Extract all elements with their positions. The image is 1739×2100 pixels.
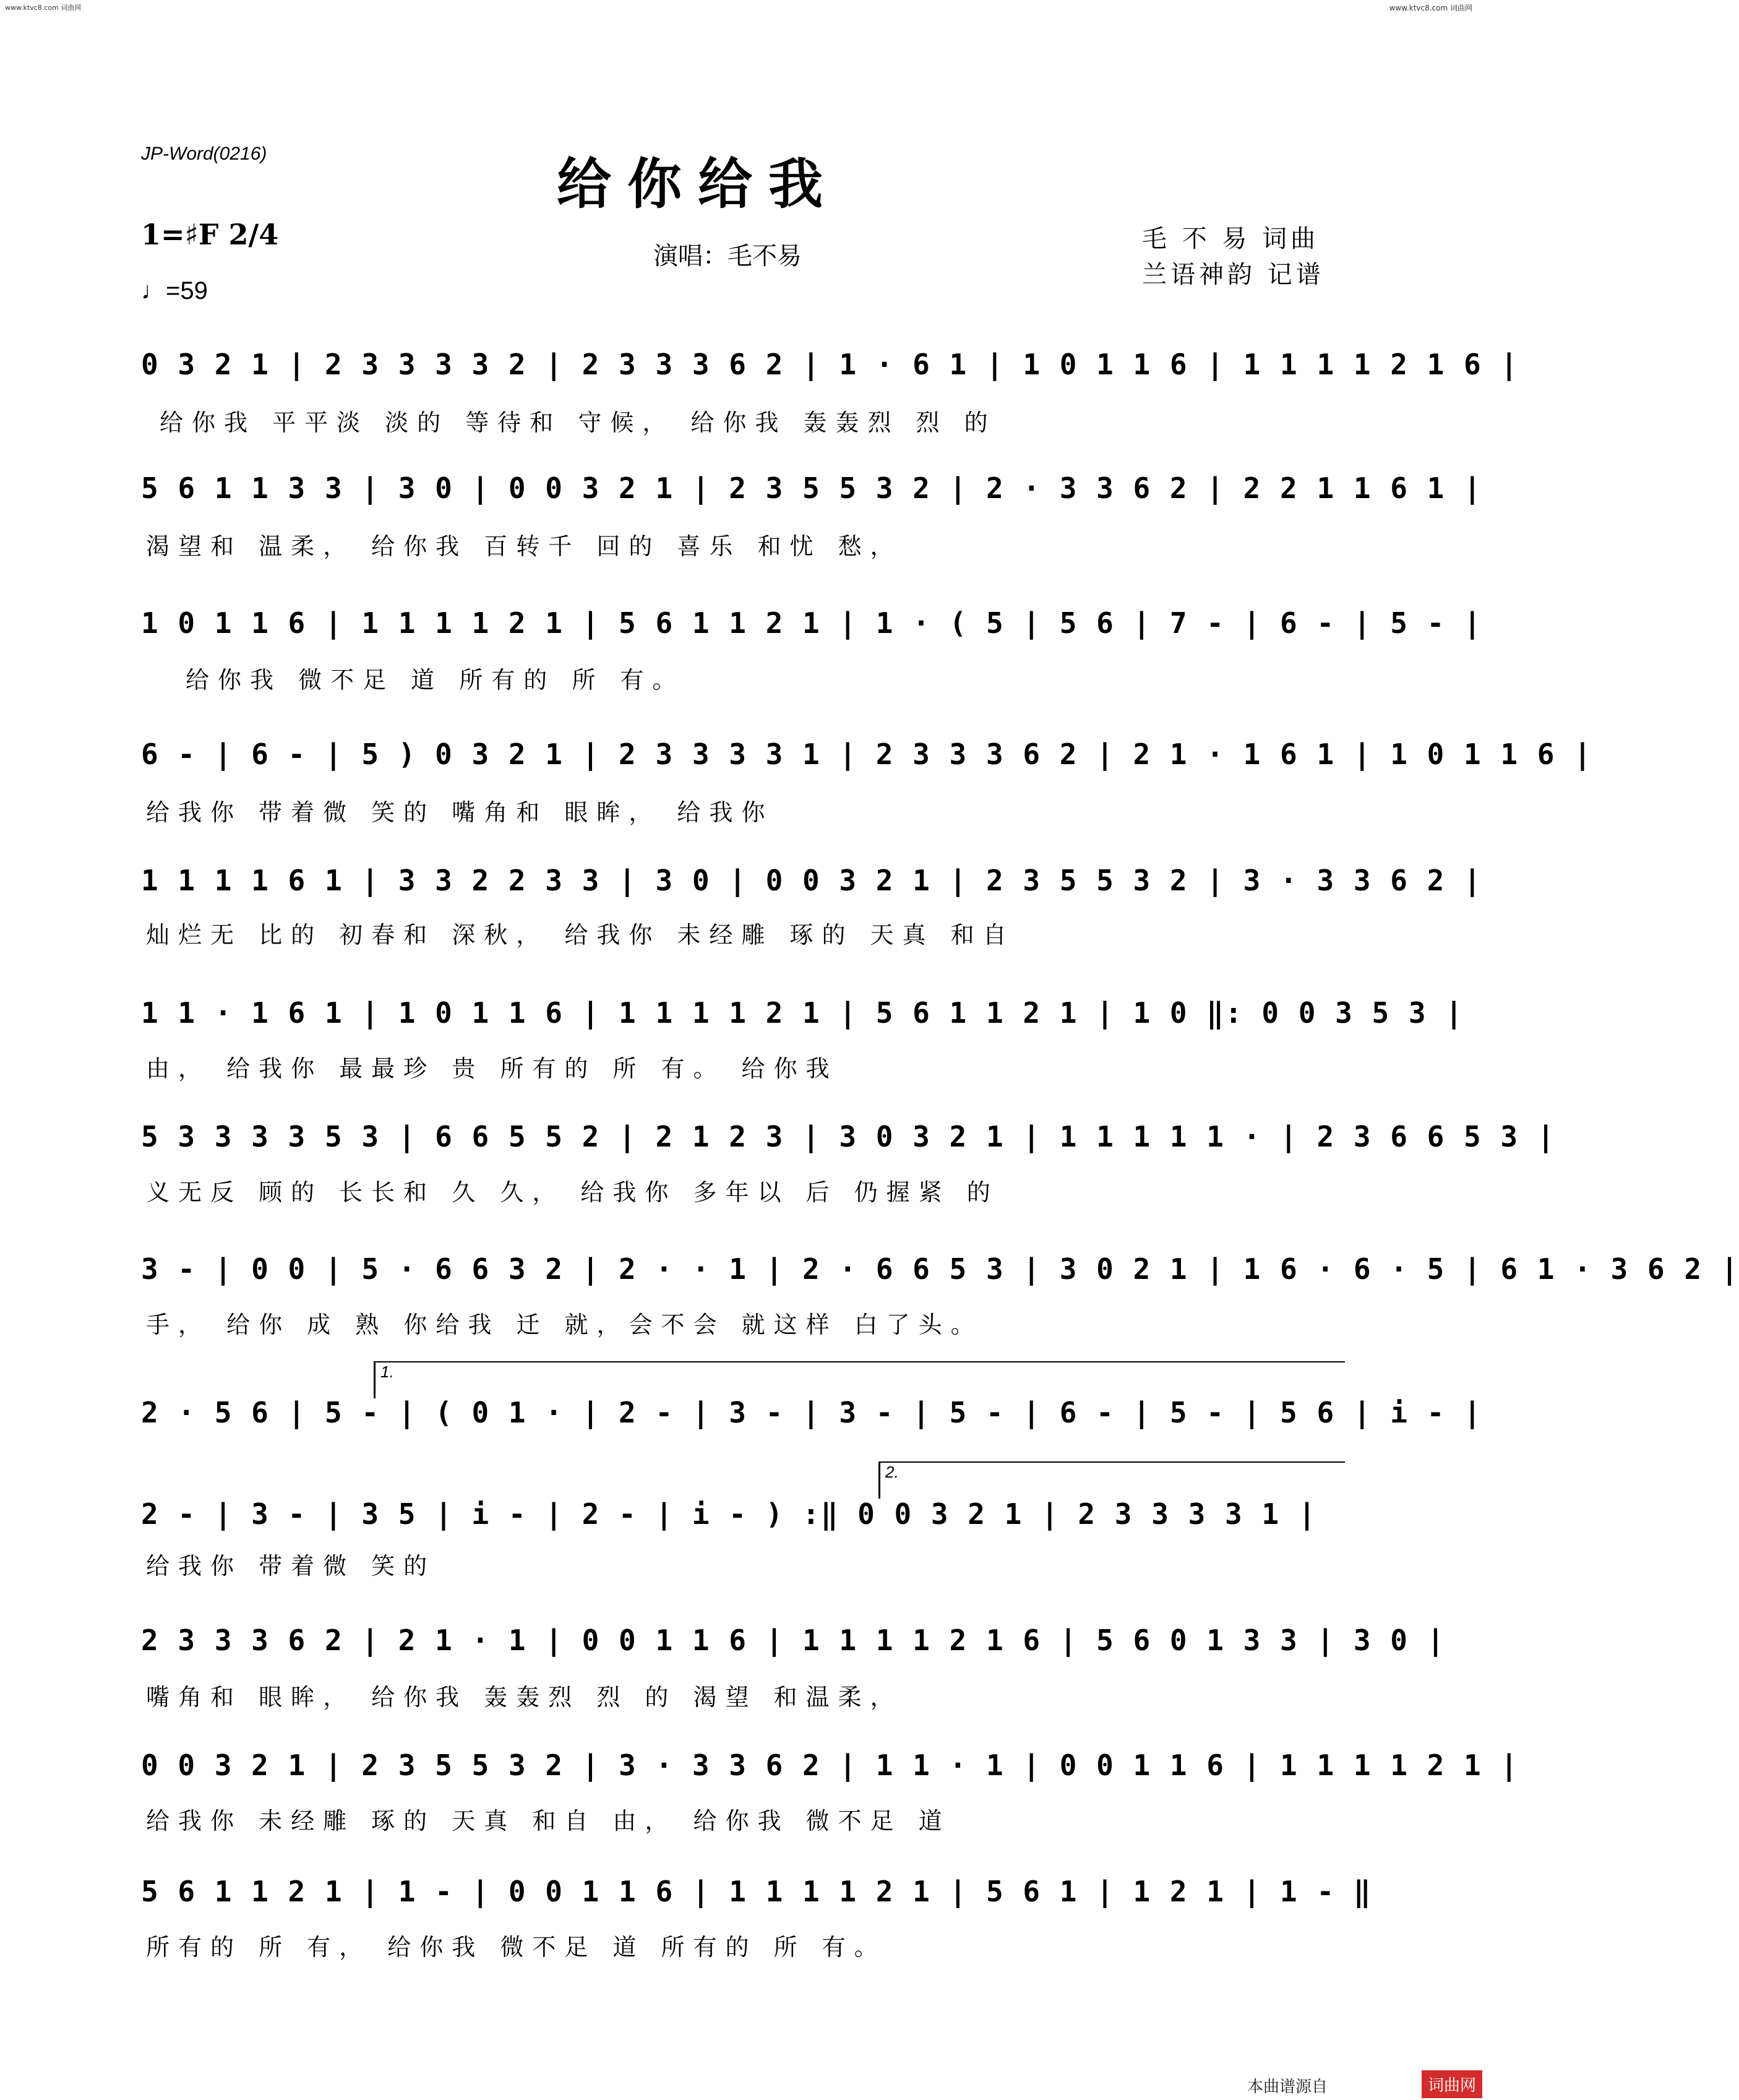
- singer-credit: 演唱：毛不易: [653, 242, 802, 270]
- volta-label-1: 1.: [380, 1362, 394, 1381]
- lyrics-line-6: 由， 给我你 最最珍 贵 所有的 所 有。 给你我: [146, 1055, 838, 1082]
- lyrics-line-10: 给我你 带着微 笑的: [146, 1552, 436, 1580]
- lyrics-line-1: 给你我 平平淡 淡的 等待和 守候， 给你我 轰轰烈 烈 的: [160, 409, 997, 436]
- software-label: JP-Word(0216): [141, 144, 267, 164]
- tempo-marking: ♩=59: [141, 277, 208, 304]
- footer-source-text: 本曲谱源自: [1247, 2078, 1328, 2096]
- transcriber-credit: 兰语神韵 记谱: [1142, 260, 1325, 289]
- notation-line-3: 1 0 1 1 6 | 1 1 1 1 2 1 | 5 6 1 1 2 1 | 1 · ( 5 | 5 6 | 7 - | 6 - | 5 - |: [141, 606, 1482, 640]
- lyrics-line-4: 给我你 带着微 笑的 嘴角和 眼眸， 给我你: [146, 799, 774, 826]
- key-signature: 1=♯F 2/4: [141, 218, 279, 251]
- notation-line-1: 0 3 2 1 | 2 3 3 3 3 2 | 2 3 3 3 6 2 | 1 · 6 1 | 1 0 1 1 6 | 1 1 1 1 2 1 6 |: [141, 348, 1519, 381]
- notation-line-6: 1 1 · 1 6 1 | 1 0 1 1 6 | 1 1 1 1 2 1 | 5 6 1 1 2 1 | 1 0 ‖: 0 0 3 5 3 |: [141, 996, 1464, 1030]
- volta-label-2: 2.: [885, 1463, 899, 1481]
- notation-line-12: 0 0 3 2 1 | 2 3 5 5 3 2 | 3 · 3 3 6 2 | 1 1 · 1 | 0 0 1 1 6 | 1 1 1 1 2 1 |: [141, 1749, 1519, 1782]
- second-ending-bracket: [878, 1461, 1345, 1499]
- top-left-watermark: www.ktvc8.com 词曲网: [5, 4, 82, 12]
- lyrics-line-8: 手， 给你 成 熟 你给我 迁 就，会不会 就这样 白了头。: [146, 1311, 983, 1338]
- notation-line-2: 5 6 1 1 3 3 | 3 0 | 0 0 3 2 1 | 2 3 5 5 3 2 | 2 · 3 3 6 2 | 2 2 1 1 6 1 |: [141, 471, 1482, 505]
- lyrics-line-11: 嘴角和 眼眸， 给你我 轰轰烈 烈 的 渴望 和温柔，: [146, 1684, 903, 1711]
- lyrics-line-12: 给我你 未经雕 琢的 天真 和自 由， 给你我 微不足 道: [146, 1807, 951, 1835]
- lyrics-line-7: 义无反 顾的 长长和 久 久， 给我你 多年以 后 仍握紧 的: [146, 1179, 999, 1206]
- notation-line-8: 3 - | 0 0 | 5 · 6 6 3 2 | 2 · · 1 | 2 · 6 6 5 3 | 3 0 2 1 | 1 6 · 6 · 5 | 6 1 · 3 6 2 |: [141, 1252, 1739, 1286]
- notation-line-11: 2 3 3 3 6 2 | 2 1 · 1 | 0 0 1 1 6 | 1 1 1 1 2 1 6 | 5 6 0 1 3 3 | 3 0 |: [141, 1624, 1446, 1657]
- notation-line-5: 1 1 1 1 6 1 | 3 3 2 2 3 3 | 3 0 | 0 0 3 2 1 | 2 3 5 5 3 2 | 3 · 3 3 6 2 |: [141, 864, 1482, 897]
- notation-line-7: 5 3 3 3 3 5 3 | 6 6 5 5 2 | 2 1 2 3 | 3 0 3 2 1 | 1 1 1 1 1 · | 2 3 6 6 5 3 |: [141, 1120, 1556, 1153]
- lyrics-line-3: 给你我 微不足 道 所有的 所 有。: [186, 666, 685, 694]
- footer-site-badge[interactable]: 词曲网: [1422, 2070, 1482, 2098]
- lyrics-line-5: 灿烂无 比的 初春和 深秋， 给我你 未经雕 琢的 天真 和自: [146, 921, 1015, 949]
- lyrics-line-2: 渴望和 温柔， 给你我 百转千 回的 喜乐 和忧 愁，: [146, 533, 903, 560]
- song-title: 给你给我: [557, 152, 839, 216]
- first-ending-bracket: [374, 1361, 1345, 1398]
- lyricist-composer-credit: 毛 不 易 词曲: [1142, 225, 1320, 253]
- site-watermark: www.ktvc8.com 词曲网: [1389, 4, 1472, 12]
- notation-line-13: 5 6 1 1 2 1 | 1 - | 0 0 1 1 6 | 1 1 1 1 2 1 | 5 6 1 | 1 2 1 | 1 - ‖: [141, 1875, 1372, 1908]
- notation-line-10: 2 - | 3 - | 3 5 | i - | 2 - | i - ) :‖ 0 0 3 2 1 | 2 3 3 3 3 1 |: [141, 1497, 1317, 1531]
- lyrics-line-13: 所有的 所 有， 给你我 微不足 道 所有的 所 有。: [146, 1934, 887, 1961]
- notation-line-4: 6 - | 6 - | 5 ) 0 3 2 1 | 2 3 3 3 3 1 | 2 3 3 3 6 2 | 2 1 · 1 6 1 | 1 0 1 1 6 |: [141, 738, 1592, 771]
- notation-line-9: 2 · 5 6 | 5 - | ( 0 1 · | 2 - | 3 - | 3 - | 5 - | 6 - | 5 - | 5 6 | i - |: [141, 1396, 1482, 1429]
